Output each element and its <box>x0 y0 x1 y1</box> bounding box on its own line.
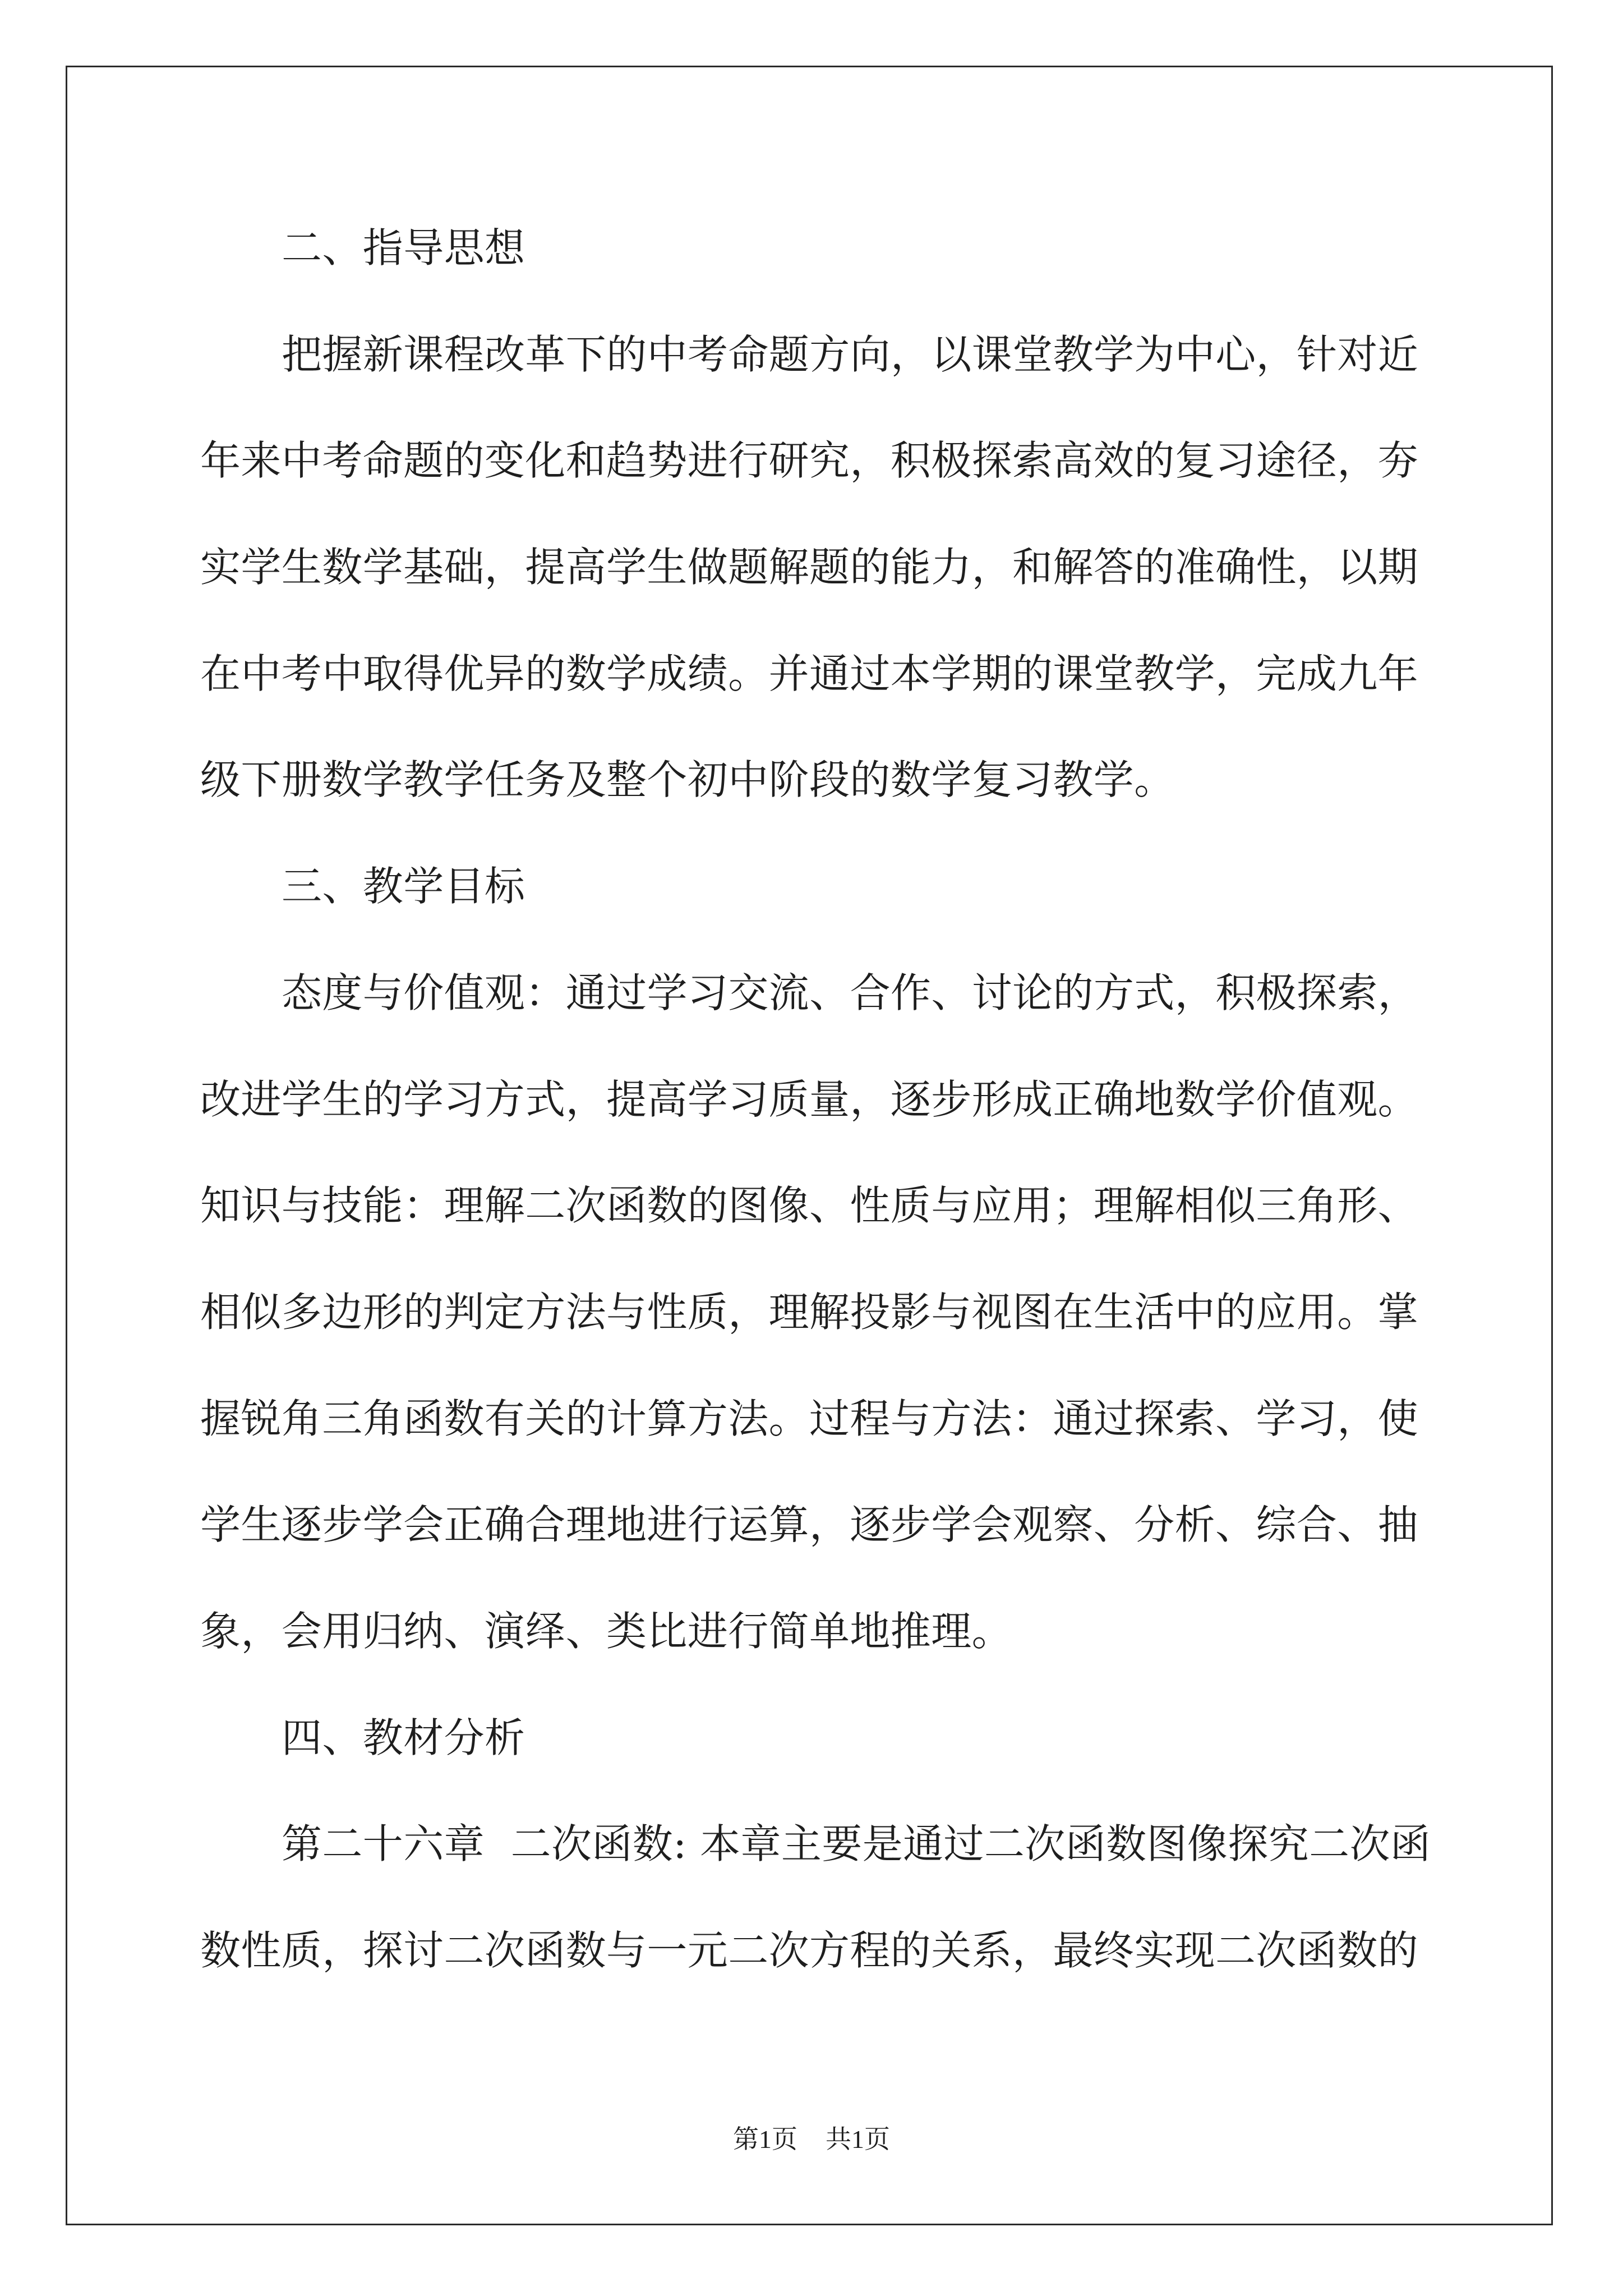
section-heading: 四、教材分析 <box>282 1714 525 1761</box>
page-footer <box>0 2124 1623 2155</box>
paragraph-line: 第二十六章 二次函数: 本章主要是通过二次函数图像探究二次函 <box>282 1820 1431 1868</box>
document-body <box>200 195 1468 2004</box>
page-number: 第1页 <box>733 2125 797 2154</box>
paragraph-line: 把握新课程改革下的中考命题方向，以课堂教学为中心，针对近 <box>282 330 1419 378</box>
section-heading: 二、指导思想 <box>282 224 525 272</box>
paragraph-line: 级下册数学教学任务及整个初中阶段的数学复习教学。 <box>200 756 1175 804</box>
paragraph-line: 握锐角三角函数有关的计算方法。过程与方法：通过探索、学习，使 <box>200 1395 1419 1442</box>
paragraph-line: 象，会用归纳、演绎、类比进行简单地推理。 <box>200 1607 1013 1655</box>
paragraph-line: 数性质，探讨二次函数与一元二次方程的关系，最终实现二次函数的 <box>200 1927 1419 1974</box>
section-heading: 三、教学目标 <box>282 863 525 910</box>
page-total: 共1页 <box>826 2125 890 2154</box>
paragraph-line: 相似多边形的判定方法与性质，理解投影与视图在生活中的应用。掌 <box>200 1288 1419 1336</box>
paragraph-line: 学生逐步学会正确合理地进行运算，逐步学会观察、分析、综合、抽 <box>200 1501 1419 1549</box>
paragraph-line: 在中考中取得优异的数学成绩。并通过本学期的课堂教学，完成九年 <box>200 650 1419 697</box>
paragraph-line: 年来中考命题的变化和趋势进行研究，积极探索高效的复习途径，夯 <box>200 437 1419 485</box>
paragraph-line: 改进学生的学习方式，提高学习质量，逐步形成正确地数学价值观。 <box>200 1075 1419 1123</box>
paragraph-line: 实学生数学基础，提高学生做题解题的能力，和解答的准确性，以期 <box>200 544 1419 591</box>
paragraph-line: 知识与技能：理解二次函数的图像、性质与应用；理解相似三角形、 <box>200 1182 1419 1230</box>
paragraph-line: 态度与价值观：通过学习交流、合作、讨论的方式，积极探索， <box>282 969 1419 1016</box>
